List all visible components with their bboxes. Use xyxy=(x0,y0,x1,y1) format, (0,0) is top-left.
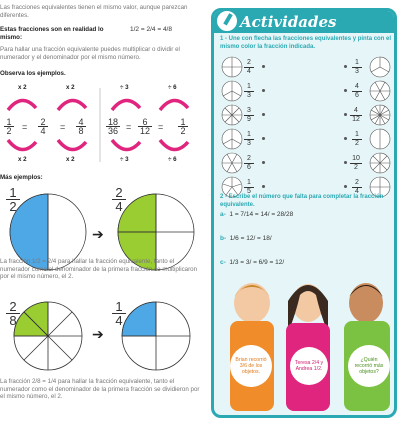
example-fracs: 1/2 = 2/4 = 4/8 xyxy=(130,26,172,33)
match-dot[interactable] xyxy=(344,185,347,188)
match-dot[interactable] xyxy=(262,161,265,164)
fraction-1-2: $\frac{1}{2}$ xyxy=(4,118,14,135)
match-dot[interactable] xyxy=(344,89,347,92)
question-1: 1 - Une con flecha las fracciones equivalentes y pinta con el mismo color la fracción indicada. xyxy=(220,36,392,50)
intro-text: Las fracciones equivalentes tienen el mismo valor, aunque parezcan diferentes. xyxy=(0,4,188,19)
match-dot[interactable] xyxy=(344,137,347,140)
arrow-right-icon: ➔ xyxy=(92,226,104,242)
match-dot[interactable] xyxy=(262,137,265,140)
more-examples-title: Más ejemplos: xyxy=(0,174,43,181)
left-frac-2: $\frac{1}{3}$ xyxy=(244,83,254,100)
ex2-to-fraction: $\frac{1}{4}$ xyxy=(112,300,126,327)
right-frac-2: $\frac{4}{6}$ xyxy=(352,83,362,100)
match-dot[interactable] xyxy=(262,65,265,68)
fraction-4-8: $\frac{4}{8}$ xyxy=(76,118,86,135)
children-illustration xyxy=(220,273,396,415)
activities-column xyxy=(208,0,400,422)
op-bot-3: ÷ 3 xyxy=(120,156,129,163)
speech-bubble-question: ¿Quién recorrió más objetos? xyxy=(348,345,390,387)
arc-bot-1 xyxy=(8,140,36,150)
right-frac-3: $\frac{4}{12}$ xyxy=(350,107,362,124)
right-frac-5: $\frac{10}{2}$ xyxy=(350,155,362,172)
left-frac-4: $\frac{1}{3}$ xyxy=(244,131,254,148)
ex1-explanation: La fracción 1/2 = 2/4 para hallar la fracción equivalente, tanto el numerador como el denominador de la primera fracción se multiplicaron por el mismo número, el 2. xyxy=(0,258,198,280)
ex2-explanation: La fracción 2/8 = 1/4 para hallar la fracción equivalente, tanto el numerador como el denominador de la primera fracción se dividieron por el mismo número, el 2. xyxy=(0,378,200,400)
match-dot[interactable] xyxy=(344,161,347,164)
left-frac-1: $\frac{2}{4}$ xyxy=(244,59,254,76)
activities-title: Actividades xyxy=(240,13,337,31)
fraction-18-36: $\frac{18}{36}$ xyxy=(107,117,118,136)
right-frac-4: $\frac{1}{2}$ xyxy=(352,131,362,148)
left-frac-3: $\frac{3}{9}$ xyxy=(244,107,254,124)
op-top-2: x 2 xyxy=(66,84,75,91)
match-dot[interactable] xyxy=(344,113,347,116)
pencil-icon xyxy=(215,9,239,33)
fraction-6-12: $\frac{6}{12}$ xyxy=(139,117,150,136)
op-top-3: ÷ 3 xyxy=(120,84,129,91)
arc-top-3 xyxy=(112,100,140,110)
arc-top-2 xyxy=(58,100,86,110)
ex2-circle-eighths xyxy=(8,300,88,372)
match-dot[interactable] xyxy=(262,113,265,116)
speech-bubble-brian: Brian recorrió 3/6 de los objetos. xyxy=(230,345,272,387)
right-frac-1: $\frac{1}{3}$ xyxy=(352,59,362,76)
fraction-2-4: $\frac{2}{4}$ xyxy=(38,118,48,135)
equals: = xyxy=(126,122,132,132)
ex2-circle-quarters xyxy=(116,300,196,372)
match-dot[interactable] xyxy=(262,89,265,92)
observe-title: Observa los ejemplos. xyxy=(0,70,66,77)
equals: = xyxy=(60,122,66,132)
left-frac-6: $\frac{1}{5}$ xyxy=(244,179,254,196)
example-title: Estas fracciones son en realidad lo mismo: xyxy=(0,26,104,41)
right-frac-6: $\frac{2}{4}$ xyxy=(352,179,362,196)
equation-a[interactable]: a- 1 = 7/14 = 14/ = 28/28 xyxy=(220,211,294,218)
left-frac-5: $\frac{2}{6}$ xyxy=(244,155,254,172)
arrow-right-icon: ➔ xyxy=(92,326,104,342)
match-dot[interactable] xyxy=(262,185,265,188)
equals: = xyxy=(22,122,28,132)
arc-bot-2 xyxy=(58,140,86,150)
rule-text: Para hallar una fracción equivalente puedes multiplicar o dividir el numerador y el denominador por el mismo número. xyxy=(0,46,180,61)
op-top-1: x 2 xyxy=(18,84,27,91)
equation-c[interactable]: c- 1/3 = 3/ = 6/9 = 12/ xyxy=(220,259,285,266)
arc-bot-3 xyxy=(112,140,140,150)
op-bot-1: x 2 xyxy=(18,156,27,163)
op-top-4: ÷ 6 xyxy=(168,84,177,91)
arc-top-1 xyxy=(8,100,36,110)
ex1-from-fraction: $\frac{1}{2}$ xyxy=(6,186,20,213)
speech-bubble-teresa: Teresa 2/4 y Andrea 1/2. xyxy=(290,347,328,385)
match-dot[interactable] xyxy=(344,65,347,68)
equals: = xyxy=(158,122,164,132)
op-bot-4: ÷ 6 xyxy=(168,156,177,163)
op-bot-2: x 2 xyxy=(66,156,75,163)
arc-top-4 xyxy=(160,100,188,110)
arc-bot-4 xyxy=(160,140,188,150)
ex1-to-fraction: $\frac{2}{4}$ xyxy=(112,186,126,213)
ex2-from-fraction: $\frac{2}{8}$ xyxy=(6,300,20,327)
equation-b[interactable]: b- 1/6 = 12/ = 18/ xyxy=(220,235,272,242)
fraction-1-2b: $\frac{1}{2}$ xyxy=(178,118,188,135)
activities-panel xyxy=(211,8,397,418)
question-2: 2 - Escribe el número que falta para completar la fracción equivalente. xyxy=(220,194,384,208)
